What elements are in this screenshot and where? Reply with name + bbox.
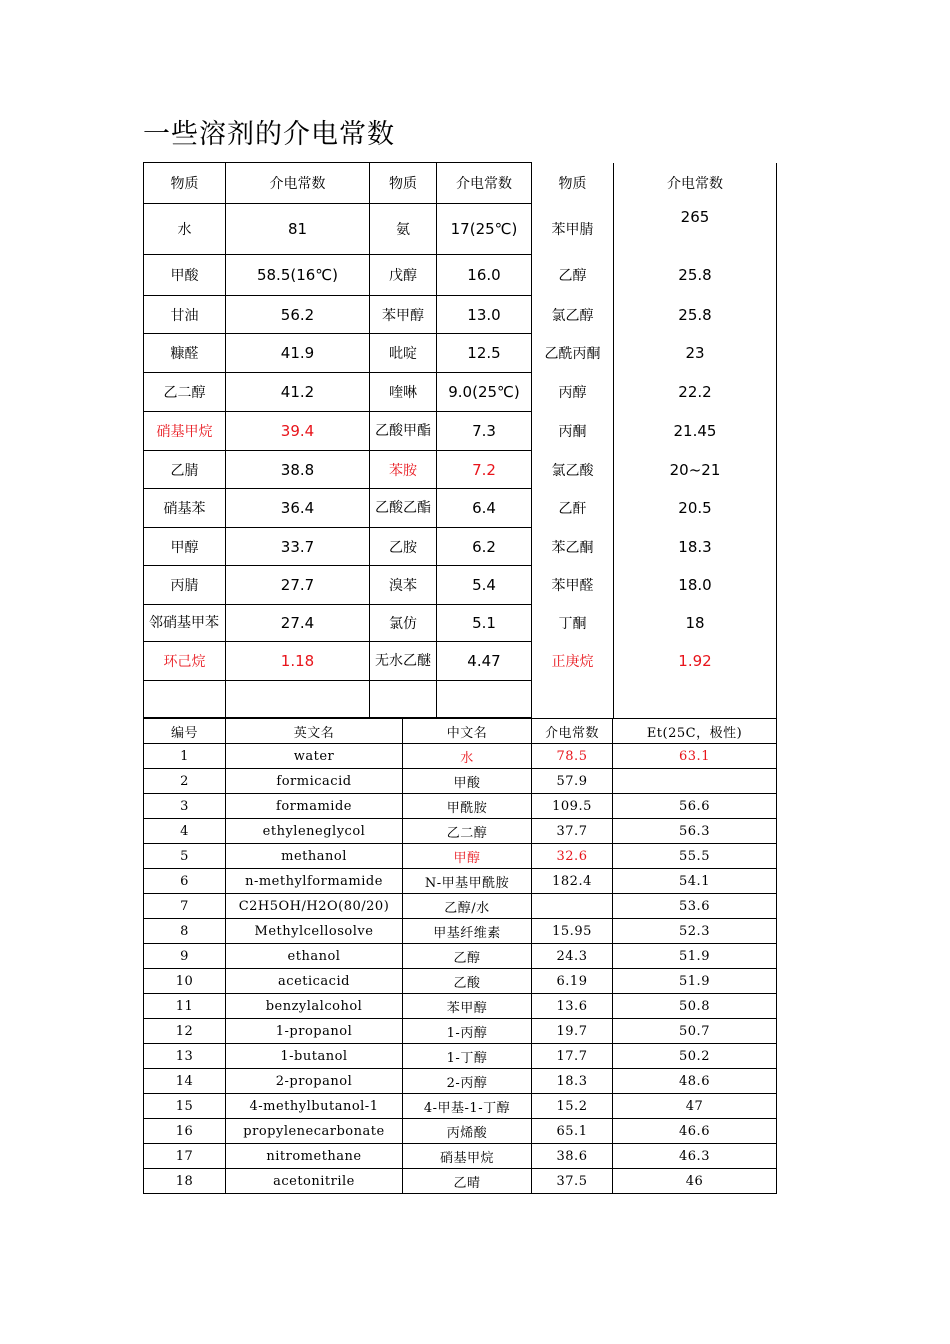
table2-cell: 56.3 [613,819,777,844]
table2-cell: 54.1 [613,869,777,894]
table1-cell: 38.8 [226,451,370,489]
table1-cell: 硝基苯 [144,489,226,528]
table2-cell: 50.2 [613,1044,777,1069]
table1-cell: 糠醛 [144,334,226,373]
table1-cell: 39.4 [226,412,370,451]
table1-cell: 58.5(16℃) [226,255,370,296]
table1-cell: 乙二醇 [144,373,226,412]
table2-cell: 37.5 [532,1169,613,1194]
page-title: 一些溶剂的介电常数 [143,119,395,150]
table2-header-cell: 介电常数 [532,719,613,744]
table1-cell: 乙酐 [532,489,614,528]
table2-cell: 苯甲醇 [403,994,532,1019]
table2-cell: 53.6 [613,894,777,919]
table2-cell: N-甲基甲酰胺 [403,869,532,894]
table1-cell: 甘油 [144,296,226,334]
table2-cell: 11 [144,994,226,1019]
table2-cell: water [226,744,403,769]
table2-cell: 5 [144,844,226,869]
table2-cell: 19.7 [532,1019,613,1044]
table1-empty-cell [614,681,777,718]
table2-cell: formicacid [226,769,403,794]
table1-cell: 20.5 [614,489,777,528]
table2-cell: 46 [613,1169,777,1194]
table1-header-cell: 物质 [532,163,614,204]
table1-cell: 环己烷 [144,642,226,681]
table2-cell: n-methylformamide [226,869,403,894]
table2-cell: 52.3 [613,919,777,944]
table2-cell [613,769,777,794]
table2-cell: 4-甲基-1-丁醇 [403,1094,532,1119]
table1-cell: 氯仿 [370,605,437,642]
table1-cell: 6.4 [437,489,532,528]
table2-row [144,794,777,819]
table1-header-cell: 介电常数 [437,163,532,204]
table1-cell: 苯甲醇 [370,296,437,334]
table2-cell: 109.5 [532,794,613,819]
table1-cell: 23 [614,334,777,373]
table2-cell: formamide [226,794,403,819]
table1-cell: 25.8 [614,255,777,296]
table1-cell: 乙醇 [532,255,614,296]
table2-cell: methanol [226,844,403,869]
table1-cell: 5.1 [437,605,532,642]
table2-cell: 乙二醇 [403,819,532,844]
table1-row [144,255,777,296]
table1-cell: 18 [614,605,777,642]
table1-cell: 36.4 [226,489,370,528]
solvent-table-2 [143,718,777,1194]
table2-cell: 2-propanol [226,1069,403,1094]
table2-row [144,1044,777,1069]
table2-header-cell: 编号 [144,719,226,744]
table2-cell: 24.3 [532,944,613,969]
table1-cell: 丙醇 [532,373,614,412]
table1-cell: 喹啉 [370,373,437,412]
table1-cell: 乙酰丙酮 [532,334,614,373]
table1-cell: 13.0 [437,296,532,334]
table2-cell: propylenecarbonate [226,1119,403,1144]
table2-cell: 1-丁醇 [403,1044,532,1069]
table1-header-cell: 介电常数 [226,163,370,204]
table1-cell: 27.4 [226,605,370,642]
table2-row [144,1094,777,1119]
table1-empty-cell [144,681,226,718]
table1-cell: 22.2 [614,373,777,412]
table2-cell: 18 [144,1169,226,1194]
table2-cell: 16 [144,1119,226,1144]
table2-cell: 7 [144,894,226,919]
table1-header-cell: 物质 [144,163,226,204]
table1-cell: 16.0 [437,255,532,296]
table2-cell: 乙晴 [403,1169,532,1194]
table2-cell: 3 [144,794,226,819]
table1-cell: 苯乙酮 [532,528,614,566]
table2-cell: 1-丙醇 [403,1019,532,1044]
table1-header-cell: 介电常数 [614,163,777,204]
table2-cell: 15.95 [532,919,613,944]
table2-row [144,769,777,794]
table2-cell: 1-butanol [226,1044,403,1069]
table2-cell: 46.6 [613,1119,777,1144]
table2-cell: acetonitrile [226,1169,403,1194]
table1-row [144,566,777,605]
table1-cell: 吡啶 [370,334,437,373]
table2-cell: Methylcellosolve [226,919,403,944]
table2-cell: 1 [144,744,226,769]
table1-cell: 丁酮 [532,605,614,642]
table2-cell: 乙醇/水 [403,894,532,919]
table2-cell: 17 [144,1144,226,1169]
table2-cell: 55.5 [613,844,777,869]
table1-cell: 7.3 [437,412,532,451]
table1-cell: 33.7 [226,528,370,566]
table2-cell: 51.9 [613,969,777,994]
table1-cell: 丙腈 [144,566,226,605]
table1-header-cell: 物质 [370,163,437,204]
table2-cell: 48.6 [613,1069,777,1094]
table2-cell: 32.6 [532,844,613,869]
table2-cell: 50.8 [613,994,777,1019]
table2-cell: 65.1 [532,1119,613,1144]
table1-cell: 1.18 [226,642,370,681]
dielectric-table-1 [143,162,777,718]
table2-row [144,744,777,769]
table2-cell: 水 [403,744,532,769]
table2-cell: 9 [144,944,226,969]
table2-row [144,819,777,844]
table2-row [144,894,777,919]
table2-header-cell: 中文名 [403,719,532,744]
table2-cell: 硝基甲烷 [403,1144,532,1169]
table2-cell: ethanol [226,944,403,969]
table2-cell: 15.2 [532,1094,613,1119]
table2-cell: 甲基纤维素 [403,919,532,944]
table2-cell: 182.4 [532,869,613,894]
table2-row [144,969,777,994]
table1-empty-cell [370,681,437,718]
table2-cell: ethyleneglycol [226,819,403,844]
table2-row [144,994,777,1019]
table1-empty-cell [437,681,532,718]
table1-row [144,373,777,412]
table2-cell: 18.3 [532,1069,613,1094]
table2-cell: 15 [144,1094,226,1119]
table1-cell: 水 [144,204,226,255]
table1-cell: 甲醇 [144,528,226,566]
table1-cell: 戊醇 [370,255,437,296]
table1-cell: 苯甲醛 [532,566,614,605]
table1-cell: 12.5 [437,334,532,373]
table1-cell: 丙酮 [532,412,614,451]
table2-header-cell: 英文名 [226,719,403,744]
table2-cell: 17.7 [532,1044,613,1069]
table2-cell: 56.6 [613,794,777,819]
table2-cell: 13.6 [532,994,613,1019]
table2-cell: C2H5OH/H2O(80/20) [226,894,403,919]
table1-cell: 25.8 [614,296,777,334]
table2-cell: 甲醇 [403,844,532,869]
table1-cell: 41.9 [226,334,370,373]
table1-cell: 81 [226,204,370,255]
table1-cell: 氯乙醇 [532,296,614,334]
table1-row [144,204,777,255]
table2-cell: 8 [144,919,226,944]
table1-cell: 溴苯 [370,566,437,605]
table2-cell: 14 [144,1069,226,1094]
table1-cell: 265 [614,204,777,255]
table2-cell: 63.1 [613,744,777,769]
table1-row [144,642,777,681]
table1-cell: 乙胺 [370,528,437,566]
table2-cell: 13 [144,1044,226,1069]
table2-header-cell: Et(25C，极性) [613,719,777,744]
table1-row [144,296,777,334]
table1-cell: 氯乙酸 [532,451,614,489]
table2-cell: 乙醇 [403,944,532,969]
table2-cell: 10 [144,969,226,994]
table2-row [144,1069,777,1094]
table1-cell: 硝基甲烷 [144,412,226,451]
table2-header-row [144,719,777,744]
table2-row [144,1119,777,1144]
table2-row [144,869,777,894]
table1-row [144,334,777,373]
table1-cell: 17(25℃) [437,204,532,255]
table2-cell: 4 [144,819,226,844]
table2-row [144,919,777,944]
table2-cell: 57.9 [532,769,613,794]
table1-cell: 正庚烷 [532,642,614,681]
table1-cell: 乙腈 [144,451,226,489]
table1-cell: 18.0 [614,566,777,605]
table2-row [144,1144,777,1169]
table1-cell: 4.47 [437,642,532,681]
table1-row [144,605,777,642]
table1-cell: 苯甲腈 [532,204,614,255]
table2-cell: 2 [144,769,226,794]
table2-cell: 50.7 [613,1019,777,1044]
table2-cell: 46.3 [613,1144,777,1169]
table2-cell: nitromethane [226,1144,403,1169]
table1-cell: 乙酸乙酯 [370,489,437,528]
table1-cell: 6.2 [437,528,532,566]
table2-cell: aceticacid [226,969,403,994]
table1-cell: 甲酸 [144,255,226,296]
table2-cell: 51.9 [613,944,777,969]
table2-cell [532,894,613,919]
table1-cell: 21.45 [614,412,777,451]
table1-empty-cell [532,681,614,718]
table1-cell: 乙酸甲酯 [370,412,437,451]
table2-cell: 乙酸 [403,969,532,994]
table2-cell: 2-丙醇 [403,1069,532,1094]
table2-cell: 6.19 [532,969,613,994]
table1-row [144,489,777,528]
table2-cell: 4-methylbutanol-1 [226,1094,403,1119]
table2-row [144,944,777,969]
table2-cell: 6 [144,869,226,894]
table1-cell: 20~21 [614,451,777,489]
table1-cell: 邻硝基甲苯 [144,605,226,642]
table2-cell: 37.7 [532,819,613,844]
table2-cell: 38.6 [532,1144,613,1169]
table2-row [144,844,777,869]
table2-cell: benzylalcohol [226,994,403,1019]
table1-cell: 9.0(25℃) [437,373,532,412]
table1-cell: 7.2 [437,451,532,489]
table1-header-row [144,163,777,204]
table1-empty-row [144,681,777,718]
table2-cell: 1-propanol [226,1019,403,1044]
table1-cell: 苯胺 [370,451,437,489]
table1-cell: 56.2 [226,296,370,334]
table1-cell: 27.7 [226,566,370,605]
table1-row [144,528,777,566]
table2-cell: 47 [613,1094,777,1119]
table2-row [144,1169,777,1194]
table1-row [144,451,777,489]
table1-cell: 5.4 [437,566,532,605]
table1-cell: 无水乙醚 [370,642,437,681]
table1-cell: 1.92 [614,642,777,681]
table1-cell: 氨 [370,204,437,255]
table1-empty-cell [226,681,370,718]
table1-cell: 18.3 [614,528,777,566]
table2-cell: 12 [144,1019,226,1044]
table1-row [144,412,777,451]
table1-cell: 41.2 [226,373,370,412]
table2-cell: 78.5 [532,744,613,769]
table2-cell: 甲酸 [403,769,532,794]
table2-cell: 丙烯酸 [403,1119,532,1144]
table2-cell: 甲酰胺 [403,794,532,819]
table2-row [144,1019,777,1044]
